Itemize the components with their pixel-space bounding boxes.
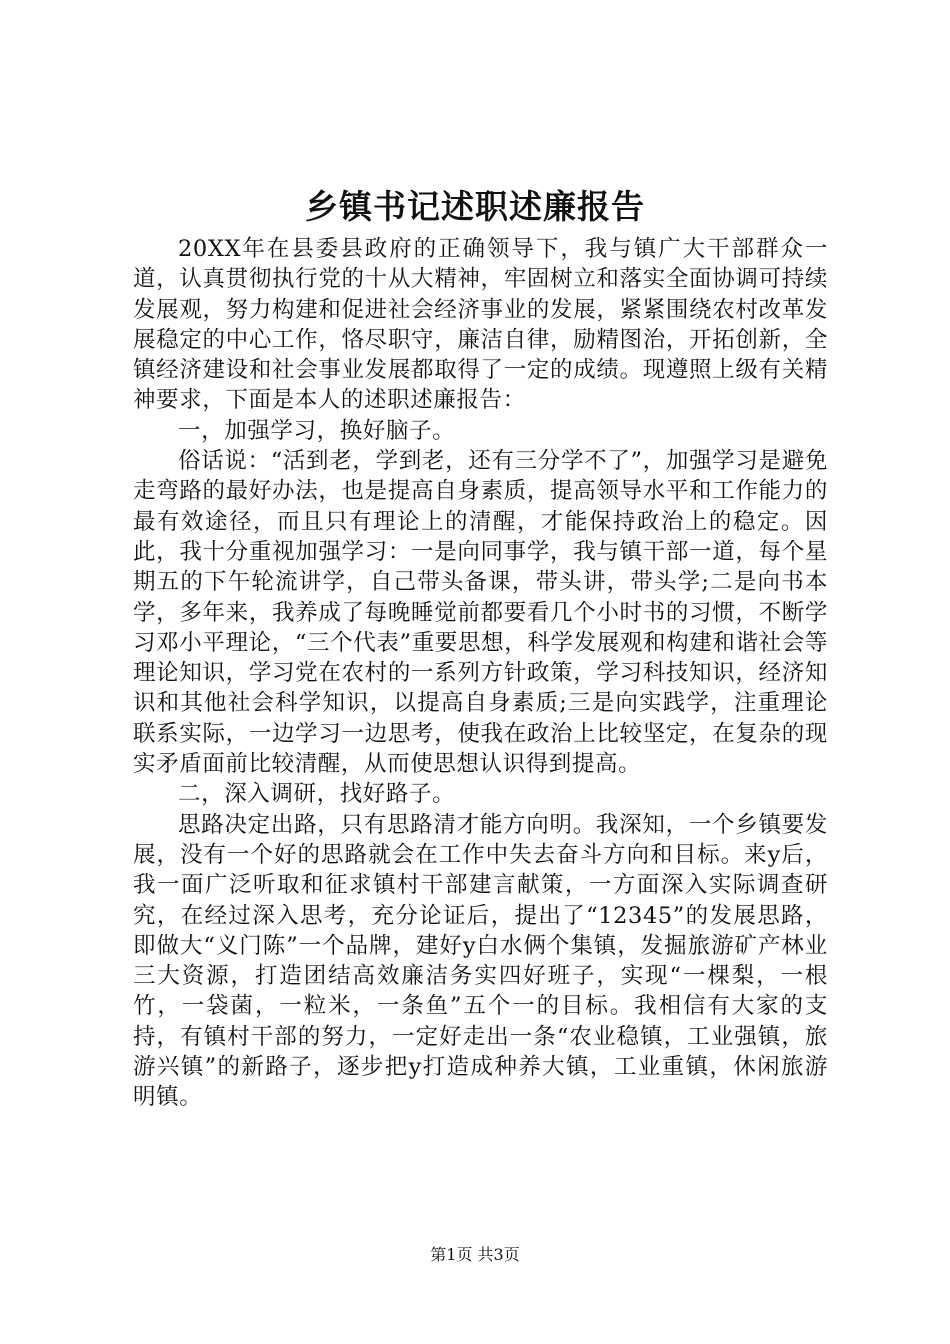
document-body	[133, 234, 828, 1113]
document-title: 乡镇书记述职述廉报告	[305, 187, 645, 226]
section-heading-1: 一，加强学习，换好脑子。	[178, 417, 456, 444]
page-indicator: 第1页 共3页	[430, 1245, 520, 1264]
section-heading-2: 二，深入调研，找好路子。	[178, 781, 456, 808]
paragraph-intro: 20XX年在县委县政府的正确领导下，我与镇广大干部群众一道，认真贯彻执行党的十从大精神，牢固树立和落实全面协调可持续发展观，努力构建和促进社会经济事业的发展，紧紧围绕农村改革发展稳定的中心工作，恪尽职守，廉洁自律，励精图治，开拓创新，全镇经济建设和社会事业发展都取得了一定的成绩。现遵照上级有关精神要求，下面是本人的述职述廉报告：	[133, 236, 828, 414]
paragraph-study: 俗话说：“活到老，学到老，还有三分学不了”，加强学习是避免走弯路的最好办法，也是提高自身素质，提高领导水平和工作能力的最有效途径，而且只有理论上的清醒，才能保持政治上的稳定。因此，我十分重视加强学习：一是向同事学，我与镇干部一道，每个星期五的下午轮流讲学，自己带头备课，带头讲，带头学;二是向书本学，多年来，我养成了每晚睡觉前都要看几个小时书的习惯，不断学习邓小平理论，“三个代表”重要思想，科学发展观和构建和谐社会等理论知识，学习党在农村的一系列方针政策，学习科技知识，经济知识和其他社会科学知识，以提高自身素质;三是向实践学，注重理论联系实际，一边学习一边思考，使我在政治上比较坚定，在复杂的现实矛盾面前比较清醒，从而使思想认识得到提高。	[133, 448, 828, 778]
paragraph-research: 思路决定出路，只有思路清才能方向明。我深知，一个乡镇要发展，没有一个好的思路就会在工作中失去奋斗方向和目标。来y后，我一面广泛听取和征求镇村干部建言献策，一方面深入实际调查研究，在经过深入思考，充分论证后，提出了“12345”的发展思路，即做大“义门陈”一个品牌，建好y白水俩个集镇，发掘旅游矿产林业三大资源，打造团结高效廉洁务实四好班子，实现“一棵梨，一根竹，一袋菌，一粒米，一条鱼”五个一的目标。我相信有大家的支持，有镇村干部的努力，一定好走出一条“农业稳镇，工业强镇，旅游兴镇”的新路子，逐步把y打造成种养大镇，工业重镇，休闲旅游明镇。	[133, 811, 828, 1111]
